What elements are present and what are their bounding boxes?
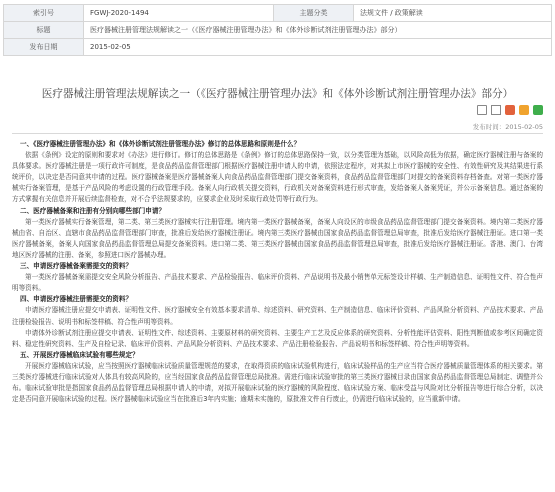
section-paragraph: 第一类医疗器械备案需提交安全风险分析报告、产品技术要求、产品检验报告、临床评价资料、产品说明书及最小销售单元标签设计样稿、生产制造信息、证明性文件、符合性声明等资料。 — [12, 273, 543, 293]
qzone-share-icon[interactable] — [519, 105, 529, 115]
category-label: 主题分类 — [274, 5, 354, 22]
article-title: 医疗器械注册管理法规解读之一（《医疗器械注册管理办法》和《体外诊断试剂注册管理办法》部分） — [41, 88, 514, 100]
section-heading: 五、开展医疗器械临床试验有哪些规定？ — [20, 350, 139, 359]
index-number-label: 索引号 — [4, 5, 84, 22]
metadata-table — [3, 4, 552, 56]
section-heading: 一、《医疗器械注册管理办法》和《体外诊断试剂注册管理办法》修订的总体思路和原则是什么？ — [20, 140, 301, 148]
section-paragraph: 申请医疗器械注册应提交申请表、证明性文件、医疗器械安全有效基本要求清单、综述资料、研究资料、生产制造信息、临床评价资料、产品风险分析资料、产品技术要求、产品注册检验报告、说明书和标签样稿、符合性声明等资料。 — [12, 306, 543, 326]
section-heading: 三、申请医疗器械备案需提交的资料？ — [20, 262, 133, 271]
publish-time: 发布时间：2015-02-05 — [472, 123, 543, 131]
section-heading: 二、医疗器械备案和注册有分别向哪些部门申请？ — [20, 206, 166, 215]
title-value: 医疗器械注册管理法规解读之一（《医疗器械注册管理办法》和《体外诊断试剂注册管理办法》部分） — [84, 22, 552, 39]
favorite-icon[interactable] — [491, 105, 501, 115]
divider — [12, 133, 543, 134]
section-paragraph: 依据《条例》设定的原则和要求对《办法》进行修订。修订的总体思路是《条例》修订的总体思路保持一致，以分类管理为基础，以风险高低为依据，确定医疗器械注册与备案的具体要求。医疗器械注册是一项行政许可制度，是食品药品监督管理部门根据医疗器械注册申请人的申请，依照法定程序，对其拟上市医疗器械的安全性、有效性研究及其结果进行系统评价，以决定是否同意其申请的过程。医疗器械备案是医疗器械备案人向食品药品监督管理部门提交备案资料，食品药品监督管理部门对提交的备案资料存档备查。对第一类医疗器械实行备案管理，是基于产品风险的考虑设置的行政管理手段。备案人向行政机关提交资料，行政机关对备案资料进行形式审查，发给备案人备案凭证，并公示备案信息。通过备案的方式掌握有关信息并开展后续监督检查，对不合乎法规要求的，应要求企业及时采取行政处罚等行政行为。 — [12, 151, 543, 204]
section-paragraph: 第一类医疗器械实行备案管理，第二类、第三类医疗器械实行注册管理。境内第一类医疗器械备案，备案人向设区的市级食品药品监督管理部门提交备案资料。境内第二类医疗器械由省、自治区、直辖市食品药品监督管理部门审查，批准后发给医疗器械注册证。境内第三类医疗器械由国家食品药品监督管理总局审查，批准后发给医疗器械注册证。进口第一类医疗器械备案，备案人向国家食品药品监督管理总局提交备案资料。进口第二类、第三类医疗器械由国家食品药品监督管理总局审查，批准后发给医疗器械注册证。香港、澳门、台湾地区医疗器械的注册、备案，参照进口医疗器械办理。 — [12, 217, 543, 259]
section-paragraph: 开展医疗器械临床试验，应当按照医疗器械临床试验质量管理规范的要求，在取得资质的临床试验机构进行，临床试验样品的生产应当符合医疗器械质量管理体系的相关要求。第三类医疗器械进行临床试验对人体具有较高风险的，应当经国家食品药品监督管理总局批准。需进行临床试验审批的第三类医疗器械目录由国家食品药品监督管理总局制定、调整并公布。临床试验审批是指国家食品药品监督管理总局根据申请人的申请，对拟开展临床试验的医疗器械的风险程度、临床试验方案、临床受益与风险对比分析报告等进行综合分析，以决定是否同意开展临床试验的过程。医疗器械临床试验应当在批准后3年内实施；逾期未实施的，原批准文件自行废止，仍需进行临床试验的，应当重新申请。 — [12, 361, 543, 404]
publish-date-label: 发布日期 — [4, 39, 84, 56]
section-paragraph: 申请体外诊断试剂注册应提交申请表、证明性文件、综述资料、主要原材料的研究资料、主要生产工艺及反应体系的研究资料、分析性能评估资料、阳性判断值或参考区间确定资料、稳定性研究资料、生产及自检记录、临床评价资料、产品风险分析资料、产品技术要求、产品注册检验报告、产品说明书和标签样稿、符合性声明等资料。 — [12, 328, 543, 348]
title-label: 标题 — [4, 22, 84, 39]
wechat-share-icon[interactable] — [533, 105, 543, 115]
section-heading: 四、申请医疗器械注册需提交的资料？ — [20, 295, 133, 304]
publish-date-value: 2015-02-05 — [84, 39, 552, 56]
print-icon[interactable] — [477, 105, 487, 115]
article-body — [12, 139, 543, 405]
category-value: 法规文件 / 政策解读 — [354, 5, 552, 22]
share-toolbar — [477, 105, 543, 115]
weibo-share-icon[interactable] — [505, 105, 515, 115]
index-number-value: FGWJ-2020-1494 — [84, 5, 274, 22]
